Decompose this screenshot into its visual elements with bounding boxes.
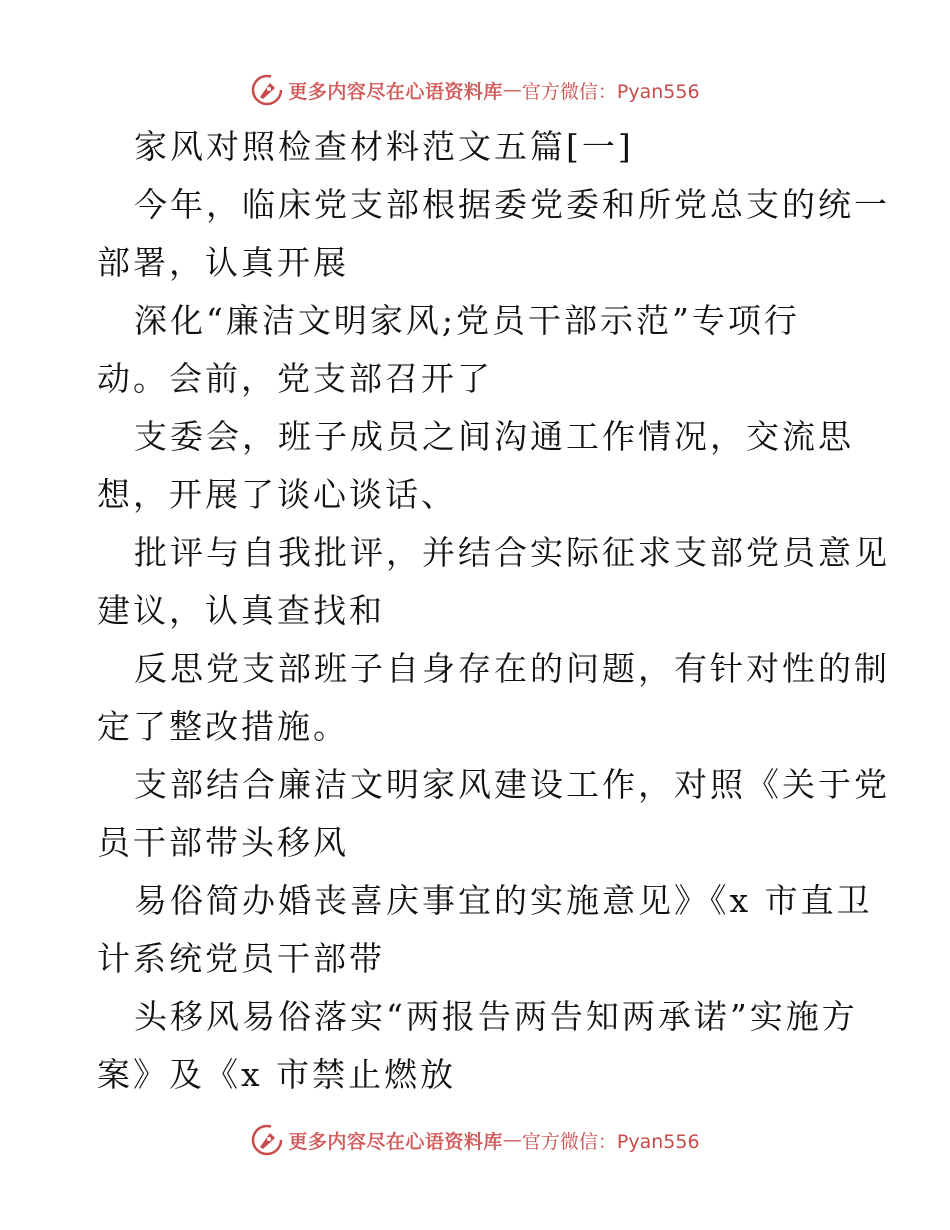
text-line: 头移风易俗落实“两报告两告知两承诺”实施方: [134, 997, 858, 1036]
watermark-separator: —: [502, 1129, 522, 1151]
pen-nib-icon: [250, 73, 284, 107]
text-line: 今年，临床党支部根据委党委和所党总支的统一: [134, 185, 890, 224]
pen-nib-icon: [250, 1123, 284, 1157]
text-line: 部署，认真开展: [97, 243, 349, 282]
watermark-text: 更多内容尽在心语资料库: [288, 1130, 503, 1153]
text-line: 深化“廉洁文明家风;党员干部示范”专项行: [134, 301, 800, 340]
footer-watermark: [0, 1118, 950, 1162]
text-line: 支部结合廉洁文明家风建设工作，对照《关于党: [134, 765, 890, 804]
text-line: 动。会前，党支部召开了: [97, 359, 493, 398]
watermark-contact: 官方微信：Pyan556: [521, 80, 700, 103]
header-watermark: [0, 68, 950, 112]
watermark-text: 更多内容尽在心语资料库: [288, 80, 503, 103]
watermark-contact: 官方微信：Pyan556: [521, 1130, 700, 1153]
text-line: 想，开展了谈心谈话、: [97, 475, 457, 514]
document-title: 家风对照检查材料范文五篇[一]: [134, 127, 634, 166]
text-line: 建议，认真查找和: [97, 591, 385, 630]
text-line: 反思党支部班子自身存在的问题，有针对性的制: [134, 649, 890, 688]
watermark-separator: —: [502, 79, 522, 101]
text-line: 定了整改措施。: [97, 707, 349, 746]
text-line: 案》及《x 市禁止燃放: [97, 1055, 457, 1094]
text-line: 计系统党员干部带: [97, 939, 385, 978]
text-line: 批评与自我批评，并结合实际征求支部党员意见: [134, 533, 890, 572]
text-line: 支委会，班子成员之间沟通工作情况，交流思: [134, 417, 854, 456]
text-line: 易俗简办婚丧喜庆事宜的实施意见》《x 市直卫: [134, 881, 873, 920]
text-line: 员干部带头移风: [97, 823, 349, 862]
